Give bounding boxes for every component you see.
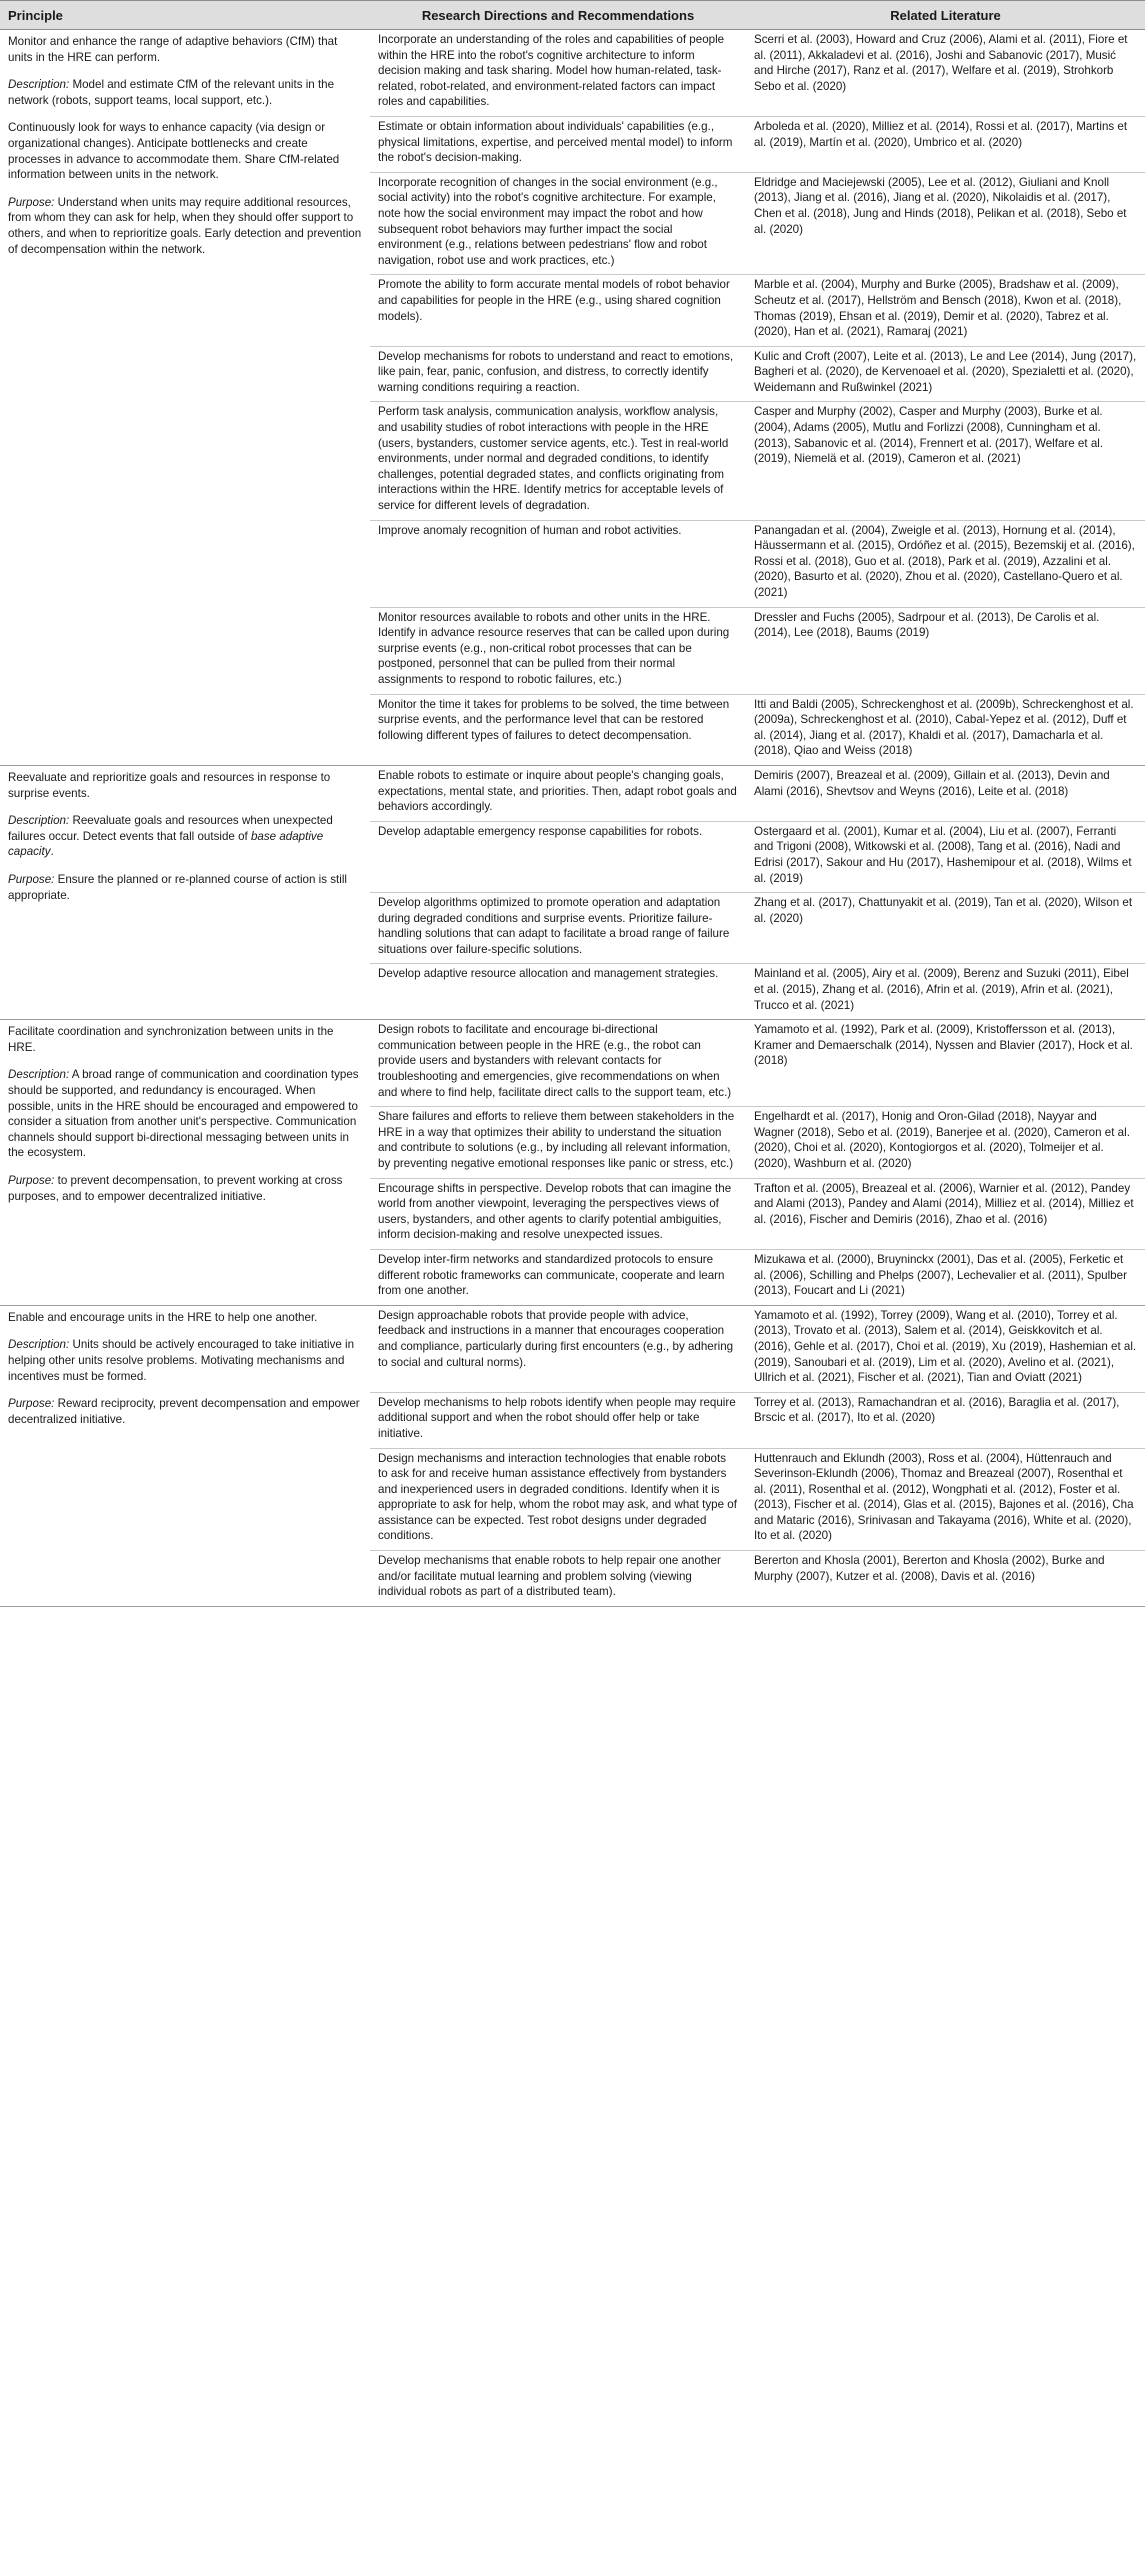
description-label: Description: bbox=[8, 814, 70, 828]
description-label: Description: bbox=[8, 1068, 70, 1082]
literature-cell: Yamamoto et al. (1992), Torrey (2009), Wang et al. (2010), Torrey et al. (2013), Trovato et al. (2013), Salem et al. (2014), Geiskkovitch et al. (2016), Gehle et al. (2017), Choi et al. (2019), Xu (2019), Hashemian et al. (2019), Sanoubari et al. (2019), Lim et al. (2020), Avelino et al. (2021), Ullrich et al. (2021), Fischer et al. (2021), Tian and Oviatt (2021) bbox=[746, 1305, 1145, 1392]
purpose-text: Reward reciprocity, prevent decompensation and empower decentralized initiative. bbox=[8, 1397, 360, 1426]
principle-cell bbox=[0, 765, 370, 1019]
literature-cell: Trafton et al. (2005), Breazeal et al. (2006), Warnier et al. (2012), Pandey and Alami (2013), Pandey and Alami (2014), Milliez et al. (2014), Milliez et al. (2016), Fischer and Demiris (2016), Zhao et al. (2016) bbox=[746, 1178, 1145, 1249]
research-cell: Enable robots to estimate or inquire about people's changing goals, expectations, mental state, and priorities. Then, adapt robot goals and behaviors accordingly. bbox=[370, 765, 746, 821]
principle-title: Monitor and enhance the range of adaptive behaviors (CfM) that units in the HRE can perform. bbox=[8, 35, 338, 64]
principle-description bbox=[8, 813, 362, 860]
principle-cell bbox=[0, 1305, 370, 1606]
literature-cell: Scerri et al. (2003), Howard and Cruz (2006), Alami et al. (2011), Fiore et al. (2011), Akkaladevi et al. (2016), Joshi and Sabanovic (2017), Musić and Hirche (2017), Ranz et al. (2017), Welfare et al. (2019), Strohkorb Sebo et al. (2020) bbox=[746, 30, 1145, 117]
research-cell: Develop algorithms optimized to promote operation and adaptation during degraded conditions and surprise events. Prioritize failure-handling solutions that can adapt to facilitate a broad range of failure situations over failure-specific solutions. bbox=[370, 893, 746, 964]
principle-description bbox=[8, 1337, 362, 1384]
research-cell: Share failures and efforts to relieve them between stakeholders in the HRE in a way that optimizes their ability to understand the situation and contribute to solutions (e.g., by including all relevant information, by preventing negative emotional responses like panic or stress, etc.) bbox=[370, 1107, 746, 1178]
principle-purpose bbox=[8, 872, 362, 903]
purpose-text: Ensure the planned or re-planned course of action is still appropriate. bbox=[8, 872, 347, 902]
literature-cell: Casper and Murphy (2002), Casper and Murphy (2003), Burke et al. (2004), Adams (2005), Mutlu and Forlizzi (2008), Cunningham et al. (2013), Sabanovic et al. (2014), Frennert et al. (2017), Welfare et al. (2019), Niemelä et al. (2019), Cameron et al. (2021) bbox=[746, 402, 1145, 520]
principle-purpose bbox=[8, 1173, 362, 1204]
description-text: Model and estimate CfM of the relevant units in the network (robots, support teams, local support, etc.). bbox=[8, 78, 335, 107]
description-text: Units should be actively encouraged to take initiative in helping other units resolve problems. Motivating mechanisms and incentives must be formed. bbox=[8, 1338, 355, 1383]
principle-title: Reevaluate and reprioritize goals and resources in response to surprise events. bbox=[8, 770, 331, 800]
purpose-label: Purpose: bbox=[8, 872, 55, 886]
description-label: Description: bbox=[8, 1338, 70, 1352]
header-research: Research Directions and Recommendations bbox=[370, 1, 746, 30]
description-text: Reevaluate goals and resources when unexpected failures occur. Detect events that fall outside of bbox=[8, 814, 333, 843]
literature-cell: Marble et al. (2004), Murphy and Burke (2005), Bradshaw et al. (2009), Scheutz et al. (2017), Hellström and Bensch (2018), Kwon et al. (2018), Thomas (2019), Ehsan et al. (2019), Demir et al. (2020), Tabrez et al. (2020), Han et al. (2021), Ramaraj (2021) bbox=[746, 275, 1145, 346]
principle-description bbox=[8, 1067, 362, 1161]
table-body bbox=[0, 30, 1145, 1607]
literature-cell: Dressler and Fuchs (2005), Sadrpour et al. (2013), De Carolis et al. (2014), Lee (2018), Baums (2019) bbox=[746, 607, 1145, 694]
table-row bbox=[0, 1020, 1145, 1107]
literature-cell: Arboleda et al. (2020), Milliez et al. (2014), Rossi et al. (2017), Martins et al. (2019), Martín et al. (2020), Umbrico et al. (2020) bbox=[746, 116, 1145, 172]
literature-cell: Panangadan et al. (2004), Zweigle et al. (2013), Hornung et al. (2014), Häussermann et al. (2015), Ordóñez et al. (2015), Bezemskij et al. (2016), Rossi et al. (2018), Guo et al. (2018), Park et al. (2019), Azzalini et al. (2020), Basurto et al. (2020), Zhou et al. (2020), Castellano-Quero et al. (2021) bbox=[746, 520, 1145, 607]
literature-cell: Engelhardt et al. (2017), Honig and Oron-Gilad (2018), Nayyar and Wagner (2018), Sebo et al. (2019), Banerjee et al. (2020), Cameron et al. (2020), Choi et al. (2020), Kontogiorgos et al. (2020), Tolmeijer et al. (2020), Washburn et al. (2020) bbox=[746, 1107, 1145, 1178]
literature-cell: Bererton and Khosla (2001), Bererton and Khosla (2002), Burke and Murphy (2007), Kutzer et al. (2008), Davis et al. (2016) bbox=[746, 1551, 1145, 1607]
principle-extra: Continuously look for ways to enhance capacity (via design or organizational changes). Anticipate bottlenecks and create processes in advance to accommodate them. Share CfM-related information between units in the network. bbox=[8, 121, 340, 182]
literature-cell: Kulic and Croft (2007), Leite et al. (2013), Le and Lee (2014), Jung (2017), Bagheri et al. (2020), de Kervenoael et al. (2020), Spezialetti et al. (2020), Weidemann and Rußwinkel (2021) bbox=[746, 346, 1145, 402]
principle-title: Enable and encourage units in the HRE to help one another. bbox=[8, 1310, 318, 1324]
table-row bbox=[0, 1305, 1145, 1392]
description-label: Description: bbox=[8, 78, 70, 92]
research-cell: Monitor the time it takes for problems to be solved, the time between surprise events, and the performance level that can be restored following different types of failures to detect decompensation. bbox=[370, 694, 746, 765]
principle-title: Facilitate coordination and synchronization between units in the HRE. bbox=[8, 1025, 334, 1054]
purpose-label: Purpose: bbox=[8, 195, 55, 209]
research-cell: Design robots to facilitate and encourage bi-directional communication between people in the HRE (e.g., the robot can provide users and bystanders with relevant contacts for troubleshooting and emergencies, give recommendations on when and where to find help, facilitate direct calls to the support team, etc.) bbox=[370, 1020, 746, 1107]
literature-cell: Ostergaard et al. (2001), Kumar et al. (2004), Liu et al. (2007), Ferranti and Trigoni (2008), Witkowski et al. (2008), Tang et al. (2016), Nadi and Edrisi (2017), Sakour and Hu (2017), Hashemipour et al. (2018), Wilms et al. (2019) bbox=[746, 821, 1145, 892]
purpose-text: to prevent decompensation, to prevent working at cross purposes, and to empower decentralized initiative. bbox=[8, 1174, 343, 1203]
research-cell: Develop adaptable emergency response capabilities for robots. bbox=[370, 821, 746, 892]
research-cell: Design approachable robots that provide people with advice, feedback and instructions in a manner that encourages cooperation and compliance, particularly during first encounters (e.g., by adhering to social and cultural norms). bbox=[370, 1305, 746, 1392]
research-cell: Develop inter-firm networks and standardized protocols to ensure different robotic frameworks can communicate, cooperate and learn from one another. bbox=[370, 1249, 746, 1305]
principle-purpose bbox=[8, 195, 362, 257]
literature-cell: Mizukawa et al. (2000), Bruyninckx (2001), Das et al. (2005), Ferketic et al. (2006), Schilling and Phelps (2007), Lechevalier et al. (2011), Spulber (2013), Foucart and Li (2021) bbox=[746, 1249, 1145, 1305]
principle-cell bbox=[0, 1020, 370, 1306]
research-cell: Improve anomaly recognition of human and robot activities. bbox=[370, 520, 746, 607]
purpose-label: Purpose: bbox=[8, 1397, 55, 1411]
research-cell: Encourage shifts in perspective. Develop robots that can imagine the world from another viewpoint, leveraging the perspectives views of users, bystanders, and other agents to clarify potential ambiguities, inform decision-making and resolve unexpected issues. bbox=[370, 1178, 746, 1249]
table-row bbox=[0, 30, 1145, 117]
principle-purpose bbox=[8, 1396, 362, 1427]
literature-cell: Torrey et al. (2013), Ramachandran et al. (2016), Baraglia et al. (2017), Brscic et al. (2017), Ito et al. (2020) bbox=[746, 1392, 1145, 1448]
principle-description bbox=[8, 77, 362, 108]
research-cell: Promote the ability to form accurate mental models of robot behavior and capabilities for people in the HRE (e.g., using shared cognition models). bbox=[370, 275, 746, 346]
table-header-row bbox=[0, 1, 1145, 30]
literature-cell: Zhang et al. (2017), Chattunyakit et al. (2019), Tan et al. (2020), Wilson et al. (2020) bbox=[746, 893, 1145, 964]
research-cell: Estimate or obtain information about individuals' capabilities (e.g., physical limitations, expertise, and perceived mental model) to inform the robot's decision-making. bbox=[370, 116, 746, 172]
research-cell: Design mechanisms and interaction technologies that enable robots to ask for and receive human assistance effectively from bystanders and inexperienced users in degraded conditions. Identify when it is appropriate to ask for help, whom the robot may ask, and what type of assistance can be expected. Test robot designs under degraded conditions. bbox=[370, 1448, 746, 1551]
header-literature: Related Literature bbox=[746, 1, 1145, 30]
research-cell: Incorporate recognition of changes in the social environment (e.g., social activity) into the robot's cognitive architecture. For example, note how the social environment may impact the robot and how subsequent robot behaviors may further impact the social environment (e.g., relations between pedestrians' flow and robot navigation, robot use and work practices, etc.) bbox=[370, 172, 746, 275]
description-text: A broad range of communication and coordination types should be supported, and redundancy is encouraged. When possible, units in the HRE should be encouraged and empowered to consider a situation from another unit's perspective. Communication channels should support bi-directional messaging between units in the ecosystem. bbox=[8, 1068, 359, 1160]
principle-cell bbox=[0, 30, 370, 766]
literature-cell: Mainland et al. (2005), Airy et al. (2009), Berenz and Suzuki (2011), Eibel et al. (2015), Zhang et al. (2016), Afrin et al. (2019), Afrin et al. (2021), Trucco et al. (2021) bbox=[746, 964, 1145, 1020]
research-cell: Monitor resources available to robots and other units in the HRE. Identify in advance resource reserves that can be called upon during surprise events (e.g., non-critical robot processes that can be postponed, personnel that can be pulled from their normal assignments to respond to robotic failures, etc.) bbox=[370, 607, 746, 694]
research-cell: Develop mechanisms that enable robots to help repair one another and/or facilitate mutual learning and problem solving (viewing individual robots as part of a distributed team). bbox=[370, 1551, 746, 1607]
literature-cell: Itti and Baldi (2005), Schreckenghost et al. (2009b), Schreckenghost et al. (2009a), Schreckenghost et al. (2010), Cabal-Yepez et al. (2012), Duff et al. (2014), Jiang et al. (2017), Khaldi et al. (2017), Damacharla et al. (2018), Qiao and Weiss (2018) bbox=[746, 694, 1145, 765]
description-end: . bbox=[50, 845, 54, 859]
literature-cell: Huttenrauch and Eklundh (2003), Ross et al. (2004), Hüttenrauch and Severinson-Eklundh (2006), Thomaz and Breazeal (2007), Rosenthal et al. (2011), Rosenthal et al. (2012), Wongphati et al. (2012), Foster et al. (2013), Fischer et al. (2014), Glas et al. (2015), Bajones et al. (2016), Cha and Mataric (2016), Srinivasan and Takayama (2016), White et al. (2020), Ito et al. (2020) bbox=[746, 1448, 1145, 1551]
research-cell: Develop adaptive resource allocation and management strategies. bbox=[370, 964, 746, 1020]
purpose-text: Understand when units may require additional resources, from whom they can ask for help, when they should offer support to others, and when to reprioritize goals. Early detection and prevention of decompensation within the network. bbox=[8, 195, 362, 256]
research-cell: Incorporate an understanding of the roles and capabilities of people within the HRE into the robot's cognitive architecture to inform decision making and task sharing. Model how human-related, task-related, robot-related, and environment-related factors can impact roles and capabilities. bbox=[370, 30, 746, 117]
table-row bbox=[0, 765, 1145, 821]
research-cell: Develop mechanisms to help robots identify when people may require additional support and when the robot should offer help or take initiative. bbox=[370, 1392, 746, 1448]
research-cell: Perform task analysis, communication analysis, workflow analysis, and usability studies of robot interactions with people in the HRE (users, bystanders, customer service agents, etc.). Test in real-world environments, under normal and degraded conditions, to identify challenges, potential degraded states, and conflicts originating from interactions within the HRE. Identify metrics for acceptable levels of service for different levels of degradation. bbox=[370, 402, 746, 520]
research-cell: Develop mechanisms for robots to understand and react to emotions, like pain, fear, panic, confusion, and distress, to correctly identify warning conditions requiring a reaction. bbox=[370, 346, 746, 402]
literature-cell: Eldridge and Maciejewski (2005), Lee et al. (2012), Giuliani and Knoll (2013), Jiang et al. (2016), Jiang et al. (2020), Nikolaidis et al. (2017), Chen et al. (2018), Jung and Hinds (2018), Pelikan et al. (2018), Sebo et al. (2020) bbox=[746, 172, 1145, 275]
header-principle: Principle bbox=[0, 1, 370, 30]
purpose-label: Purpose: bbox=[8, 1174, 55, 1187]
literature-cell: Demiris (2007), Breazeal et al. (2009), Gillain et al. (2013), Devin and Alami (2016), Shevtsov and Weyns (2016), Leite et al. (2018) bbox=[746, 765, 1145, 821]
description-emphasis: base adaptive capacity bbox=[8, 829, 324, 859]
literature-cell: Yamamoto et al. (1992), Park et al. (2009), Kristoffersson et al. (2013), Kramer and Demaerschalk (2014), Nyssen and Blavier (2017), Hock et al. (2018) bbox=[746, 1020, 1145, 1107]
